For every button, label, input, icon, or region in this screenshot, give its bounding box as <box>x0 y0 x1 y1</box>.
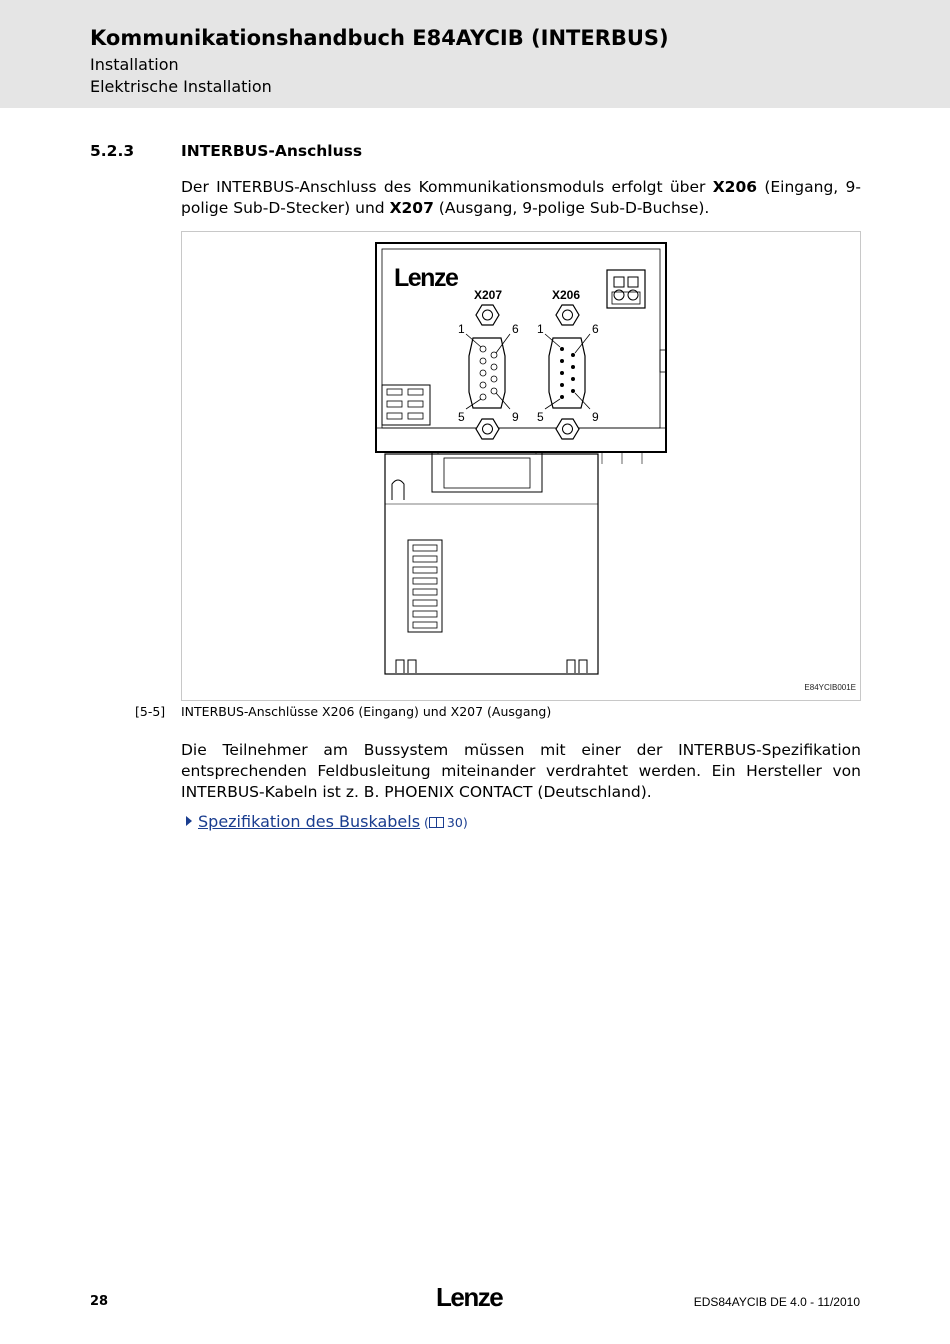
footer-logo: Lenze <box>436 1282 503 1312</box>
page-reference[interactable]: ( 30) <box>420 815 468 830</box>
x207-pin-1: 1 <box>458 322 465 336</box>
figure-number: [5-5] <box>135 704 166 719</box>
x206-label: X206 <box>552 288 581 302</box>
section-number: 5.2.3 <box>90 142 135 160</box>
body-paragraph: Die Teilnehmer am Bussystem müssen mit einer der INTERBUS-Spezifikation entsprechenden Feldbusleitung miteinander verdrahtet werden. Ein Hersteller von INTERBUS-Kabeln ist z. B. PHOENIX CONTACT (Deutschland). <box>181 741 861 801</box>
x206-term: X206 <box>712 178 758 196</box>
section-title: INTERBUS-Anschluss <box>181 142 363 160</box>
x206-pin-6: 6 <box>592 322 599 336</box>
document-id: EDS84AYCIB DE 4.0 - 11/2010 <box>693 1295 860 1309</box>
x207-term: X207 <box>389 199 434 217</box>
arrow-right-icon <box>186 816 192 826</box>
book-icon <box>429 817 444 828</box>
module-logo: Lenze <box>394 264 458 292</box>
x206-pin-9: 9 <box>592 410 599 424</box>
figure-code: E84YCIB001E <box>804 683 856 692</box>
connector-figure <box>181 231 861 701</box>
page-number: 28 <box>90 1294 109 1309</box>
bus-cable-spec-link[interactable]: Spezifikation des Buskabels <box>198 812 421 831</box>
breadcrumb-section: Elektrische Installation <box>90 77 272 96</box>
x207-pin-9: 9 <box>512 410 519 424</box>
document-title: Kommunikationshandbuch E84AYCIB (INTERBUS) <box>90 26 669 50</box>
x207-label: X207 <box>474 288 503 302</box>
page-header <box>0 0 950 108</box>
intro-paragraph: Der INTERBUS-Anschluss des Kommunikationsmoduls erfolgt über X206 (Eingang, 9-polige Sub-D-Stecker) und X207 (Ausgang, 9-polige Sub-D-Buchse). <box>181 178 861 217</box>
breadcrumb-chapter: Installation <box>90 55 179 74</box>
x207-pin-6: 6 <box>512 322 519 336</box>
x206-pin-5: 5 <box>537 410 544 424</box>
x206-pin-1: 1 <box>537 322 544 336</box>
module-drawing <box>182 232 860 700</box>
figure-caption: INTERBUS-Anschlüsse X206 (Eingang) und X207 (Ausgang) <box>181 704 552 719</box>
x207-pin-5: 5 <box>458 410 465 424</box>
cross-reference <box>186 812 468 831</box>
